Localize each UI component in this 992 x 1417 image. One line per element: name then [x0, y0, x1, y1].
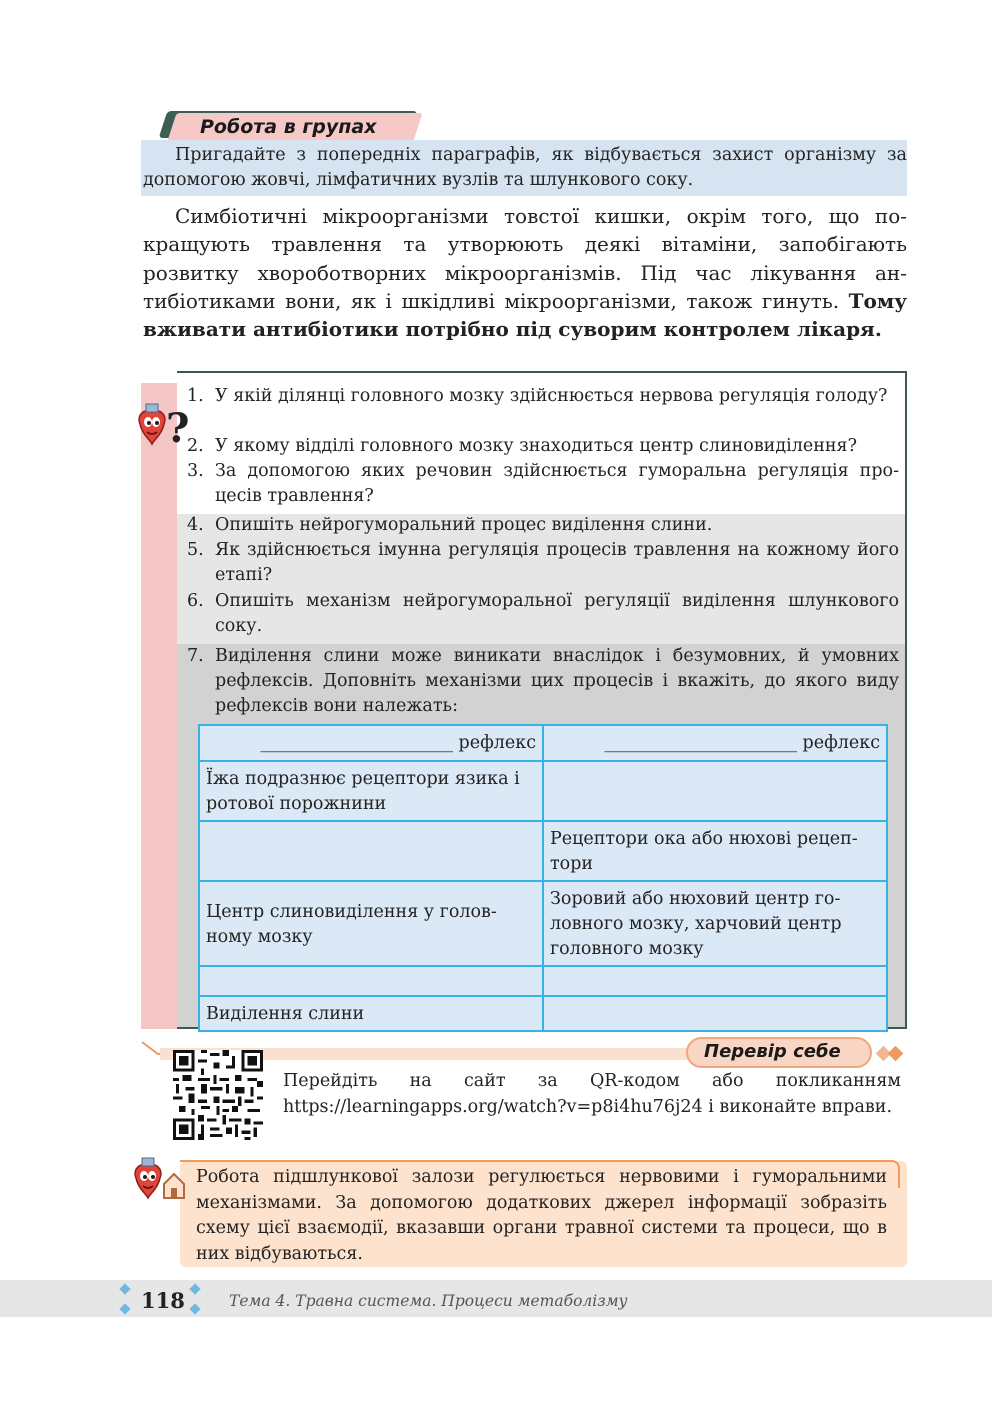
table-cell: Центр слиновиділення у головному мозку [199, 881, 543, 966]
group-work-text: Пригадайте з попередніх параграфів, як відбувається захист організму за допомогою жовчі, лімфатичних вузлів та шлункового соку. [143, 145, 907, 190]
table-cell: Їжа подразнює рецептори язика і ротової порожнини [199, 761, 543, 821]
check-yourself-label: Перевір себе [704, 1041, 841, 1062]
question-5 [187, 538, 899, 588]
question-6-text: Опишіть механізм нейрогуморальної регуляції виділення шлункового соку. [215, 591, 899, 636]
question-5-text: Як здійснюється імунна регуляція процесів травлення на кожному його етапі? [215, 540, 899, 585]
check-yourself-text: Перейдіть на сайт за QR-кодом або покликанням https://learningapps.org/watch?v=p8i4hu76j24 і виконайте вправи. [283, 1071, 901, 1117]
question-1 [187, 384, 899, 409]
question-7-text: Виділення слини може виникати внаслідок і безумовних, й умовних рефлексів. Доповніть механізми цих процесів і вкажіть, до якого виду рефлексів вони належать: [215, 646, 899, 716]
table-cell [543, 966, 887, 996]
question-4 [187, 513, 899, 538]
question-3-text: За допомогою яких речовин здійснюється гуморальна регуляція процесів травлення? [215, 461, 899, 506]
table-header-cell: ______________________ рефлекс [199, 725, 543, 761]
home-task-text: Робота підшлункової залози регулюється нервовими і гуморальними механізмами. За допомогою додаткових джерел інформації зобразіть схему цієї взаємодії, вказавши органи травної системи та процеси, що в них відбуваються. [196, 1167, 887, 1264]
body-paragraph [143, 202, 907, 343]
table-cell [199, 966, 543, 996]
table-row [199, 881, 887, 966]
question-2 [187, 434, 899, 459]
qr-code-icon[interactable] [173, 1050, 263, 1140]
table-cell [543, 996, 887, 1031]
table-cell [199, 821, 543, 881]
body-paragraph-text: Симбіотичні мікроорганізми товстої кишки, окрім того, що покращують травлення та утворюють деякі вітаміни, запобігають розвитку хвороботворних мікроорганізмів. Під час лікування антибіотиками вони, як і шкідливі мікроорганізми, також гинуть. [143, 204, 907, 313]
table-cell [543, 761, 887, 821]
question-6-number: 6. [187, 591, 204, 611]
footer-title: Тема 4. Травна система. Процеси метаболізму [229, 1292, 628, 1310]
question-1-text: У якій ділянці головного мозку здійснюється нервова регуляція голоду? [215, 386, 888, 406]
mascot-home-icon [128, 1150, 190, 1206]
table-cell: Виділення слини [199, 996, 543, 1031]
table-row [199, 761, 887, 821]
table-row [199, 966, 887, 996]
question-4-number: 4. [187, 515, 204, 535]
question-6 [187, 589, 899, 639]
question-5-number: 5. [187, 540, 204, 560]
page-number: 118 [141, 1288, 185, 1313]
table-row [199, 725, 887, 761]
question-4-text: Опишіть нейрогуморальний процес виділення слини. [215, 515, 713, 535]
question-7-number: 7. [187, 646, 204, 666]
question-2-text: У якому відділі головного мозку знаходиться центр слиновиділення? [215, 436, 857, 456]
svg-text:?: ? [166, 405, 190, 452]
group-work-label: Робота в групах [200, 116, 377, 138]
diamond-decoration-icon [872, 1040, 908, 1068]
table-row [199, 821, 887, 881]
questions-side-stripe [141, 383, 177, 1029]
question-1-number: 1. [187, 386, 204, 406]
table-header-cell: ______________________ рефлекс [543, 725, 887, 761]
table-row [199, 996, 887, 1031]
body-paragraph-bold: Тому вживати антибіотики потрібно під суворим контролем лікаря. [143, 288, 907, 342]
question-7 [187, 644, 899, 719]
reflex-table [198, 724, 888, 1032]
question-3 [187, 459, 899, 509]
table-cell: Рецептори ока або нюхові рецептори [543, 821, 887, 881]
question-3-number: 3. [187, 461, 204, 481]
question-2-number: 2. [187, 436, 204, 456]
table-cell: Зоровий або нюховий центр головного мозку, харчовий центр головного мозку [543, 881, 887, 966]
mascot-question-icon [128, 394, 192, 454]
